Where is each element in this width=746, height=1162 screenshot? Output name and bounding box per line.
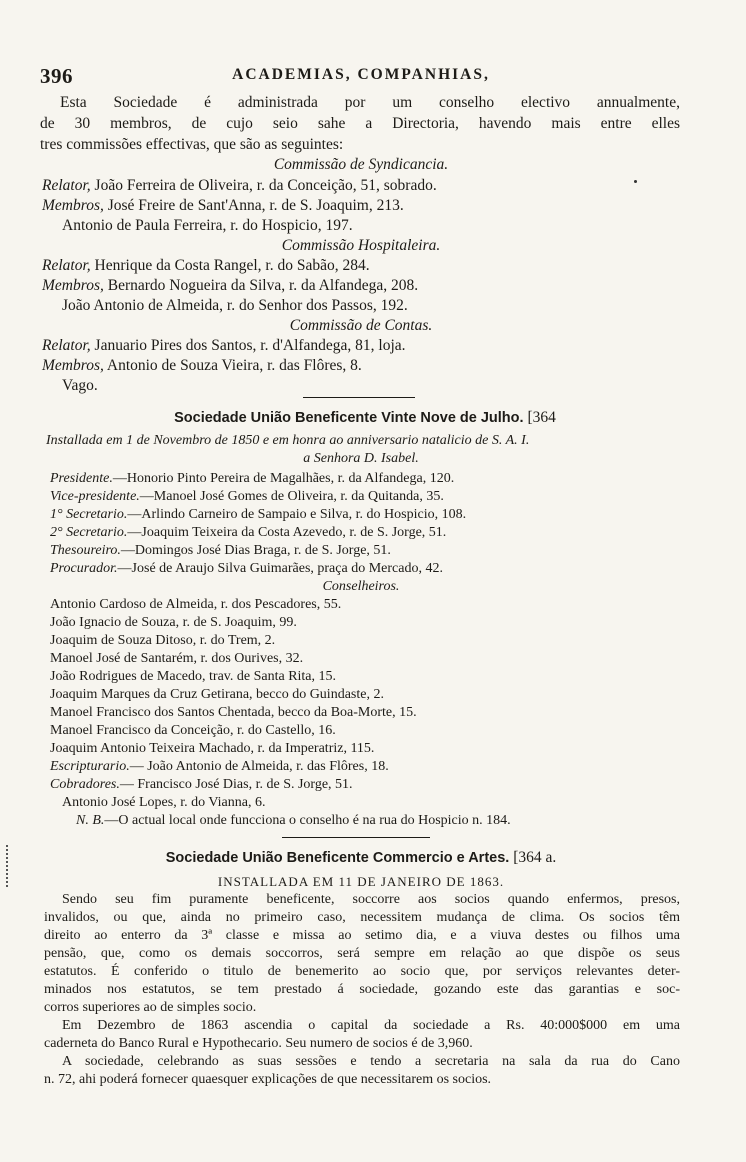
commission-members: Membros, José Freire de Sant'Anna, r. de S. Joaquim, 213. [42, 197, 404, 214]
paragraph-line: Em Dezembro de 1863 ascendia o capital da sociedade a Rs. 40:000$000 em uma [62, 1018, 680, 1033]
officer-line: 2° Secretario.—Joaquim Teixeira da Costa Azevedo, r. de S. Jorge, 51. [50, 525, 447, 540]
note-line: N. B.—O actual local onde funcciona o conselho é na rua do Hospicio n. 184. [76, 813, 511, 828]
officer-line: Vice-presidente.—Manoel José Gomes de Oliveira, r. da Quitanda, 35. [50, 489, 444, 504]
paragraph-line: Sendo seu fim puramente beneficente, soccorre aos socios quando enfermos, presos, [62, 892, 680, 907]
paragraph-line: minados nos estatutos, se tem prestado á sociedade, gozando este das garantias e soc- [44, 982, 680, 997]
intro-line: Esta Sociedade é administrada por um conselho electivo annualmente, [60, 94, 680, 111]
commission-relator: Relator, Januario Pires dos Santos, r. d'Alfandega, 81, loja. [42, 337, 406, 354]
paragraph-line: caderneta do Banco Rural e Hypothecario. Seu numero de socios é de 3,960. [44, 1036, 473, 1051]
collector-line: Antonio José Lopes, r. do Vianna, 6. [62, 795, 266, 810]
council-member: Manoel Francisco dos Santos Chentada, becco da Boa-Morte, 15. [50, 705, 417, 720]
council-member: Antonio Cardoso de Almeida, r. dos Pescadores, 55. [50, 597, 342, 612]
section-divider [303, 397, 415, 398]
council-title: Conselheiros. [322, 579, 400, 594]
commission-member: Vago. [62, 377, 98, 394]
margin-mark [6, 845, 11, 887]
commission-members: Membros, Bernardo Nogueira da Silva, r. da Alfandega, 208. [42, 277, 419, 294]
collectors-line: Cobradores.— Francisco José Dias, r. de S. Jorge, 51. [50, 777, 353, 792]
commission-members: Membros, Antonio de Souza Vieira, r. das Flôres, 8. [42, 357, 362, 374]
clerk-line: Escripturario.— João Antonio de Almeida, r. das Flôres, 18. [50, 759, 389, 774]
commission-title: Commissão de Syndicancia. [273, 156, 449, 173]
commission-title: Commissão de Contas. [289, 317, 433, 334]
founding-note: a Senhora D. Isabel. [303, 451, 419, 466]
council-member: Joaquim Antonio Teixeira Machado, r. da Imperatriz, 115. [50, 741, 375, 756]
commission-member: Antonio de Paula Ferreira, r. do Hospicio, 197. [62, 217, 353, 234]
commission-relator: Relator, João Ferreira de Oliveira, r. da Conceição, 51, sobrado. [42, 177, 437, 194]
installation-date: INSTALLADA EM 11 DE JANEIRO DE 1863. [217, 874, 505, 889]
paragraph-line: pensão, que, como os demais soccorros, será sempre em relação ao que dispõe os seus [44, 946, 680, 961]
paragraph-line: invalidos, ou que, ainda no primeiro caso, necessitem mudança de clima. Os socios têm [44, 910, 680, 925]
founding-note: Installada em 1 de Novembro de 1850 e em honra ao anniversario natalicio de S. A. I. [46, 433, 530, 448]
page-number: 396 [40, 64, 73, 88]
running-title: ACADEMIAS, COMPANHIAS, [232, 66, 490, 83]
commission-relator: Relator, Henrique da Costa Rangel, r. do Sabão, 284. [42, 257, 370, 274]
paragraph-line: A sociedade, celebrando as suas sessões e tendo a secretaria na sala da rua do Cano [62, 1054, 680, 1069]
paragraph-line: estatutos. É conferido o titulo de benemerito ao socio que, por serviços relevantes deter- [44, 964, 680, 979]
council-member: Joaquim Marques da Cruz Getirana, becco do Guindaste, 2. [50, 687, 384, 702]
paragraph-line: direito ao enterro da 3ª classe e missa ao setimo dia, e a viuva destes ou filhos uma [44, 928, 680, 943]
commission-title: Commissão Hospitaleira. [281, 237, 441, 254]
section-title: Sociedade União Beneficente Commercio e Artes. [364 a. [165, 849, 557, 866]
council-member: Manoel Francisco da Conceição, r. do Castello, 16. [50, 723, 336, 738]
section-divider [282, 837, 430, 838]
ink-speck [634, 180, 637, 183]
officer-line: Presidente.—Honorio Pinto Pereira de Magalhães, r. da Alfandega, 120. [50, 471, 455, 486]
intro-line: de 30 membros, de cujo seio sahe a Directoria, havendo mais entre elles [40, 115, 680, 132]
intro-line: tres commissões effectivas, que são as seguintes: [40, 136, 344, 153]
council-member: João Rodrigues de Macedo, trav. de Santa Rita, 15. [50, 669, 337, 684]
paragraph-line: corros superiores ao de simples socio. [44, 1000, 257, 1015]
page-header [40, 64, 682, 88]
officer-line: 1° Secretario.—Arlindo Carneiro de Sampaio e Silva, r. do Hospicio, 108. [50, 507, 467, 522]
commission-member: João Antonio de Almeida, r. do Senhor dos Passos, 192. [62, 297, 408, 314]
officer-line: Thesoureiro.—Domingos José Dias Braga, r. de S. Jorge, 51. [50, 543, 391, 558]
council-member: João Ignacio de Souza, r. de S. Joaquim, 99. [50, 615, 297, 630]
council-member: Manoel José de Santarém, r. dos Ourives, 32. [50, 651, 304, 666]
section-title: Sociedade União Beneficente Vinte Nove de Julho. [364 [174, 409, 556, 426]
officer-line: Procurador.—José de Araujo Silva Guimarães, praça do Mercado, 42. [50, 561, 443, 576]
council-member: Joaquim de Souza Ditoso, r. do Trem, 2. [50, 633, 276, 648]
paragraph-line: n. 72, ahi poderá fornecer quaesquer explicações de que necessitarem os socios. [44, 1072, 492, 1087]
